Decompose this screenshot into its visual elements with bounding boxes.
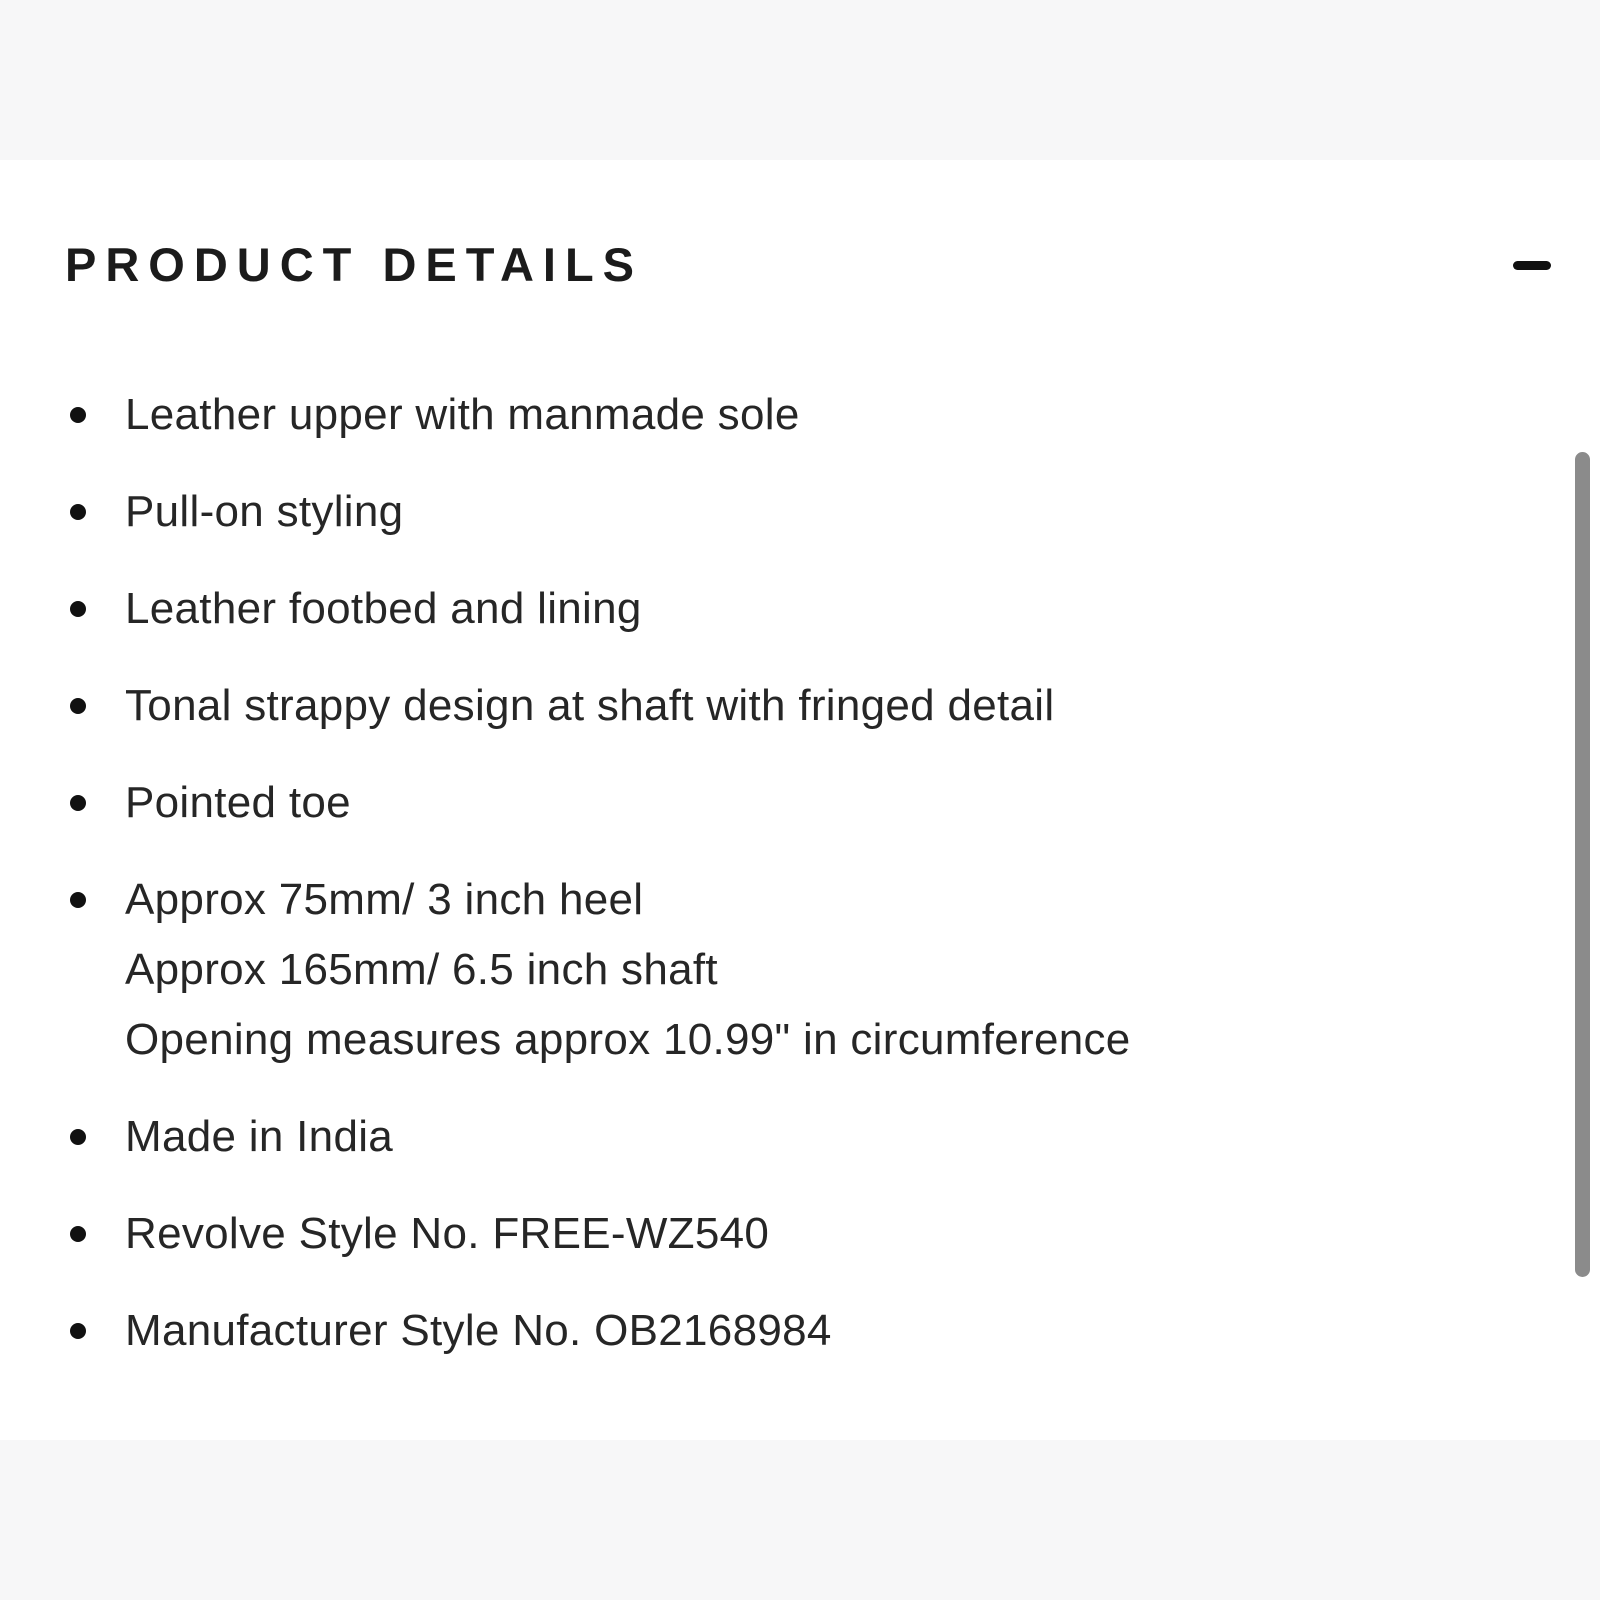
list-item-text: Made in India — [125, 1112, 394, 1161]
list-item-text: Approx 75mm/ 3 inch heel — [125, 875, 644, 924]
list-item-text: Opening measures approx 10.99" in circumference — [125, 1015, 1131, 1064]
product-details-list — [65, 380, 1551, 1366]
list-item — [65, 768, 1551, 838]
list-item-text: Manufacturer Style No. OB2168984 — [125, 1306, 832, 1355]
top-band — [0, 0, 1600, 160]
list-item-text: Pointed toe — [125, 778, 351, 827]
collapse-section-button[interactable] — [1513, 251, 1551, 280]
list-item-measurements — [65, 865, 1551, 1075]
dot-icon — [70, 892, 86, 908]
dot-icon — [70, 1129, 86, 1145]
list-item — [65, 574, 1551, 644]
list-item-text: Tonal strappy design at shaft with fringed detail — [125, 681, 1055, 730]
dot-icon — [70, 698, 86, 714]
list-item-text: Revolve Style No. FREE-WZ540 — [125, 1209, 770, 1258]
section-header — [65, 236, 1551, 294]
list-item-text: Approx 165mm/ 6.5 inch shaft — [125, 945, 718, 994]
list-item — [65, 1199, 1551, 1269]
list-item — [65, 1296, 1551, 1366]
list-item-text: Leather upper with manmade sole — [125, 390, 800, 439]
dot-icon — [70, 795, 86, 811]
list-item-text: Pull-on styling — [125, 487, 404, 536]
minus-icon — [1513, 261, 1551, 270]
dot-icon — [70, 1323, 86, 1339]
dot-icon — [70, 1226, 86, 1242]
scrollbar-thumb[interactable] — [1575, 452, 1590, 1277]
dot-icon — [70, 407, 86, 423]
list-item — [65, 1102, 1551, 1172]
list-item — [65, 477, 1551, 547]
list-item-text: Leather footbed and lining — [125, 584, 642, 633]
dot-icon — [70, 504, 86, 520]
bottom-band — [0, 1440, 1600, 1600]
product-details-section — [0, 160, 1600, 1393]
section-title: PRODUCT DETAILS — [65, 238, 644, 291]
list-item-lines — [125, 865, 1551, 1075]
list-item — [65, 671, 1551, 741]
list-item — [65, 380, 1551, 450]
dot-icon — [70, 601, 86, 617]
